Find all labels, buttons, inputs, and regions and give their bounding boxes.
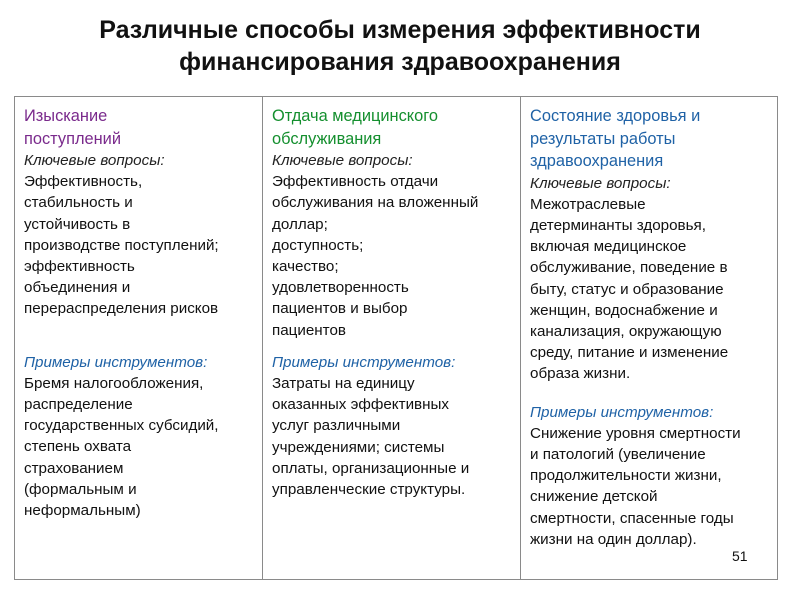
text-line: устойчивость в	[24, 215, 131, 233]
key-questions-label: Ключевые вопросы:	[24, 152, 165, 169]
text-line: Затраты на единицу	[272, 375, 415, 393]
text-line: пациентов	[272, 321, 346, 339]
tool-examples-text	[24, 373, 254, 521]
text-line: доступность;	[272, 236, 364, 254]
tool-examples-label: Примеры инструментов:	[24, 353, 208, 371]
key-questions-label: Ключевые вопросы:	[530, 174, 671, 192]
text-line: эффективность	[24, 258, 135, 276]
column-heading	[24, 105, 254, 150]
text-line: перераспределения рисков	[24, 300, 219, 318]
text-line: быту, статус и образование	[530, 280, 724, 298]
heading-line: обслуживания	[272, 129, 382, 148]
text-line: обслуживания на вложенный	[272, 194, 479, 212]
heading-line: результаты работы	[530, 129, 676, 148]
text-line: оплаты, организационные и	[272, 459, 470, 477]
slide-title-line-1: Различные способы измерения эффективности	[99, 16, 701, 44]
text-line: обслуживание, поведение в	[530, 259, 728, 277]
text-line: степень охвата	[24, 438, 132, 456]
tool-examples-text	[530, 423, 769, 550]
text-line: страхованием	[24, 459, 124, 477]
text-line: услуг различными	[272, 417, 401, 435]
column-service-delivery	[262, 97, 520, 579]
text-line: стабильность и	[24, 194, 133, 212]
text-line: учреждениями; системы	[272, 438, 445, 456]
tool-examples-text	[272, 373, 512, 500]
text-line: удовлетворенность	[272, 279, 409, 297]
text-line: Межотраслевые	[530, 195, 646, 213]
heading-line: Отдача медицинского	[272, 107, 438, 125]
text-line: канализация, окружающую	[530, 322, 722, 340]
text-line: Бремя налогообложения,	[24, 374, 204, 392]
text-line: женщин, водоснабжение и	[530, 301, 718, 319]
comparison-table	[14, 96, 778, 580]
text-line: распределение	[24, 396, 133, 414]
text-line: (формальным и	[24, 480, 137, 498]
heading-line: Изыскание	[24, 107, 108, 125]
text-line: жизни на один доллар).	[530, 530, 697, 548]
heading-line: поступлений	[24, 129, 121, 148]
text-line: продолжительности жизни,	[530, 467, 722, 485]
text-line: образа жизни.	[530, 365, 631, 383]
text-line: неформальным)	[24, 502, 141, 520]
text-line: Снижение уровня смертности	[530, 424, 741, 442]
text-line: включая медицинское	[530, 238, 687, 256]
column-heading	[530, 105, 769, 173]
text-line: Эффективность,	[24, 173, 143, 191]
column-revenue-collection	[15, 97, 262, 579]
slide-title-line-2: финансирования здравоохранения	[179, 48, 621, 76]
text-line: Эффективность отдачи	[272, 173, 439, 191]
key-questions-text	[272, 171, 512, 341]
key-questions-label: Ключевые вопросы:	[272, 152, 413, 169]
key-questions-text	[24, 171, 254, 319]
text-line: пациентов и выбор	[272, 300, 408, 318]
column-health-outcomes	[520, 97, 777, 579]
text-line: и патологий (увеличение	[530, 445, 706, 463]
text-line: детерминанты здоровья,	[530, 216, 706, 234]
text-line: объединения и	[24, 279, 131, 297]
heading-line: Состояние здоровья и	[530, 107, 701, 125]
slide-title	[40, 14, 760, 78]
text-line: производстве поступлений;	[24, 236, 219, 254]
text-line: снижение детской	[530, 488, 658, 506]
text-line: управленческие структуры.	[272, 481, 466, 499]
key-questions-text	[530, 194, 769, 385]
text-line: оказанных эффективных	[272, 396, 450, 414]
text-line: среду, питание и изменение	[530, 344, 729, 362]
text-line: качество;	[272, 258, 339, 276]
tool-examples-label: Примеры инструментов:	[530, 403, 714, 421]
column-heading	[272, 105, 512, 150]
text-line: доллар;	[272, 215, 328, 233]
text-line: государственных субсидий,	[24, 417, 219, 435]
tool-examples-label: Примеры инструментов:	[272, 353, 456, 371]
page-number: 51	[732, 548, 748, 564]
heading-line: здравоохранения	[530, 152, 664, 170]
text-line: смертности, спасенные годы	[530, 509, 734, 527]
